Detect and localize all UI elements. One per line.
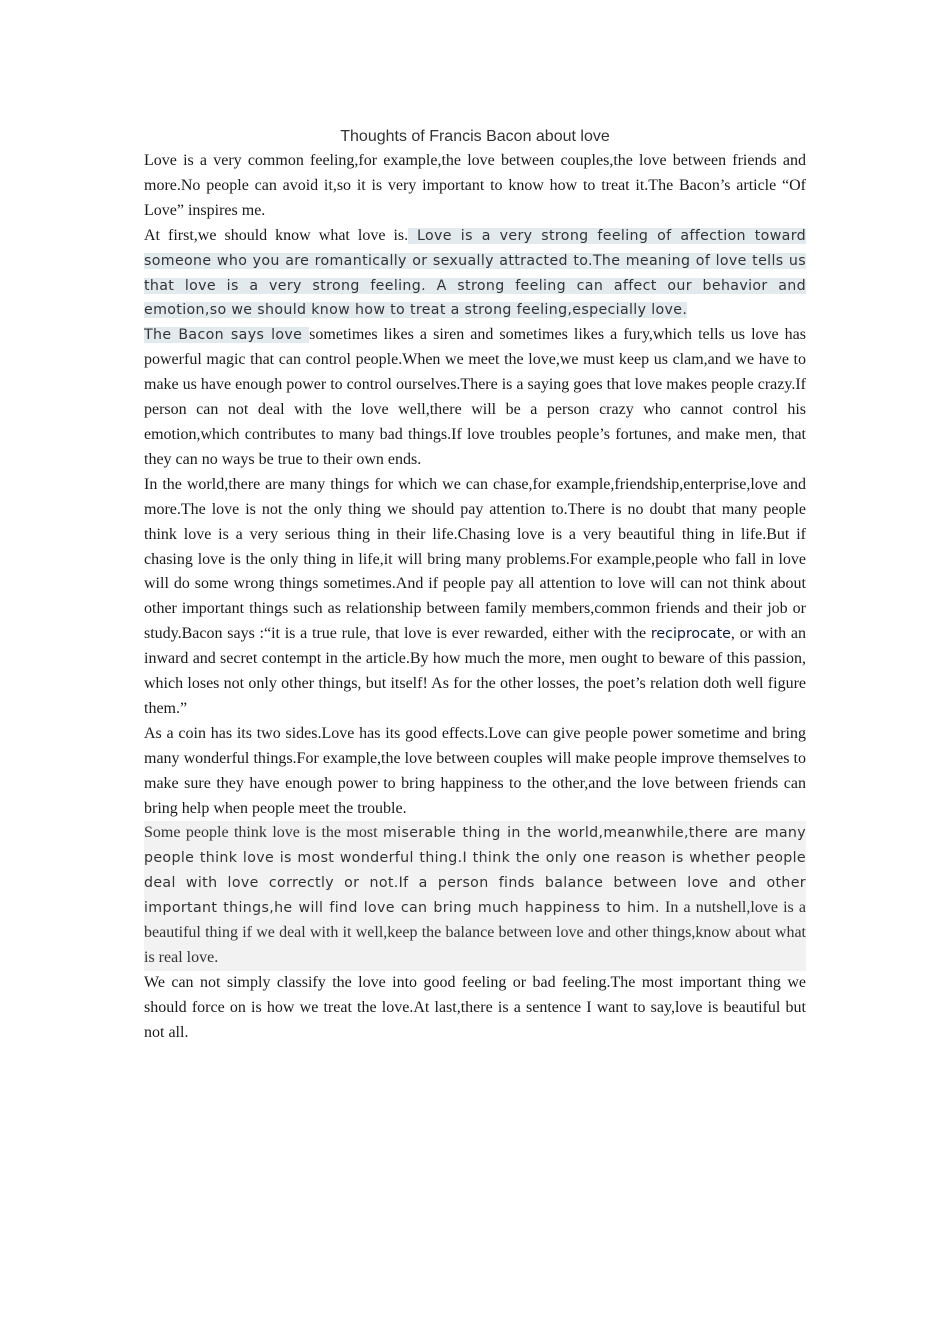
definition-lead: At first,we should know what love is. [144, 226, 409, 244]
document-title: Thoughts of Francis Bacon about love [340, 128, 610, 145]
balance-sans-text: miserable thing in the world,meanwhile,there are many people think love is most wonderful thing.I think the only one reason is whether people deal with love correctly or not.If a person finds balance between love and other important things,he will find love can bring much happiness to him. [144, 825, 806, 917]
paragraph-chasing-love [144, 473, 806, 722]
paragraph-intro [144, 149, 806, 224]
definition-quote: Love is a very strong feeling of affection toward someone who you are romantically or sexually attracted to.The meaning of love tells us that love is a very strong feeling. A strong feeling can affect our behavior and emotion,so we should know how to treat a strong feeling,especially love. [144, 227, 806, 319]
paragraph-good-effects [144, 722, 806, 822]
paragraph-siren-fury [144, 323, 806, 472]
paragraph-intro-text: Love is a very common feeling,for example,the love between couples,the love between friends and more.No people can avoid it,so it is very important to know how to treat it.The Bacon’s article “Of Love” inspires me. [144, 152, 806, 219]
paragraph-definition [144, 224, 806, 324]
chasing-love-text-a: In the world,there are many things for which we can chase,for example,friendship,enterprise,love and more.The love is not the only thing we should pay attention to.There is no doubt that many people think love is a very serious thing in their life.Chasing love is a very beautiful thing in life.But if chasing love is the only thing in life,it will bring many problems.For example,people who fall in love will do some wrong things sometimes.And if people pay all attention to love will can not think about other important things such as relationship between family members,common friends and their job or study.Bacon says :“it is a true rule, that love is ever rewarded, either with the [144, 475, 806, 643]
balance-lead: Some people think love is the most [144, 824, 383, 842]
paragraph-balance [144, 821, 806, 970]
bacon-says-lead: The Bacon says love [144, 327, 310, 344]
chasing-love-text-b: , or with an inward and secret contempt in the article.By how much the more, men ought to beware of this passion, which loses not only other things, but itself! As for the other losses, the poet’s relation doth well figure them.” [144, 625, 807, 717]
balance-conclusion: In a nutshell,love is a beautiful thing if we deal with it well,keep the balance between love and other things,know about what is real love. [144, 899, 806, 966]
document-page [144, 124, 806, 1046]
paragraph-conclusion [144, 971, 806, 1046]
conclusion-text: We can not simply classify the love into good feeling or bad feeling.The most important thing we should force on is how we treat the love.At last,there is a sentence I want to say,love is beautiful but not all. [144, 973, 806, 1041]
good-effects-text: As a coin has its two sides.Love has its good effects.Love can give people power sometime and bring many wonderful things.For example,the love between couples will make people improve themselves to make sure they have enough power to bring happiness to the other,and the love between friends can bring help when people meet the trouble. [144, 724, 806, 817]
reciprocate-keyword: reciprocate [650, 626, 731, 643]
siren-fury-text: sometimes likes a siren and sometimes likes a fury,which tells us love has powerful magic that can control people.When we meet the love,we must keep us clam,and we have to make us have enough power to control ourselves.There is a saying goes that love makes people crazy.If person can not deal with the love well,there will be a person crazy who cannot control his emotion,which contributes to many bad things.If love troubles people’s fortunes, and make men, that they can no ways be true to their own ends. [144, 326, 807, 468]
